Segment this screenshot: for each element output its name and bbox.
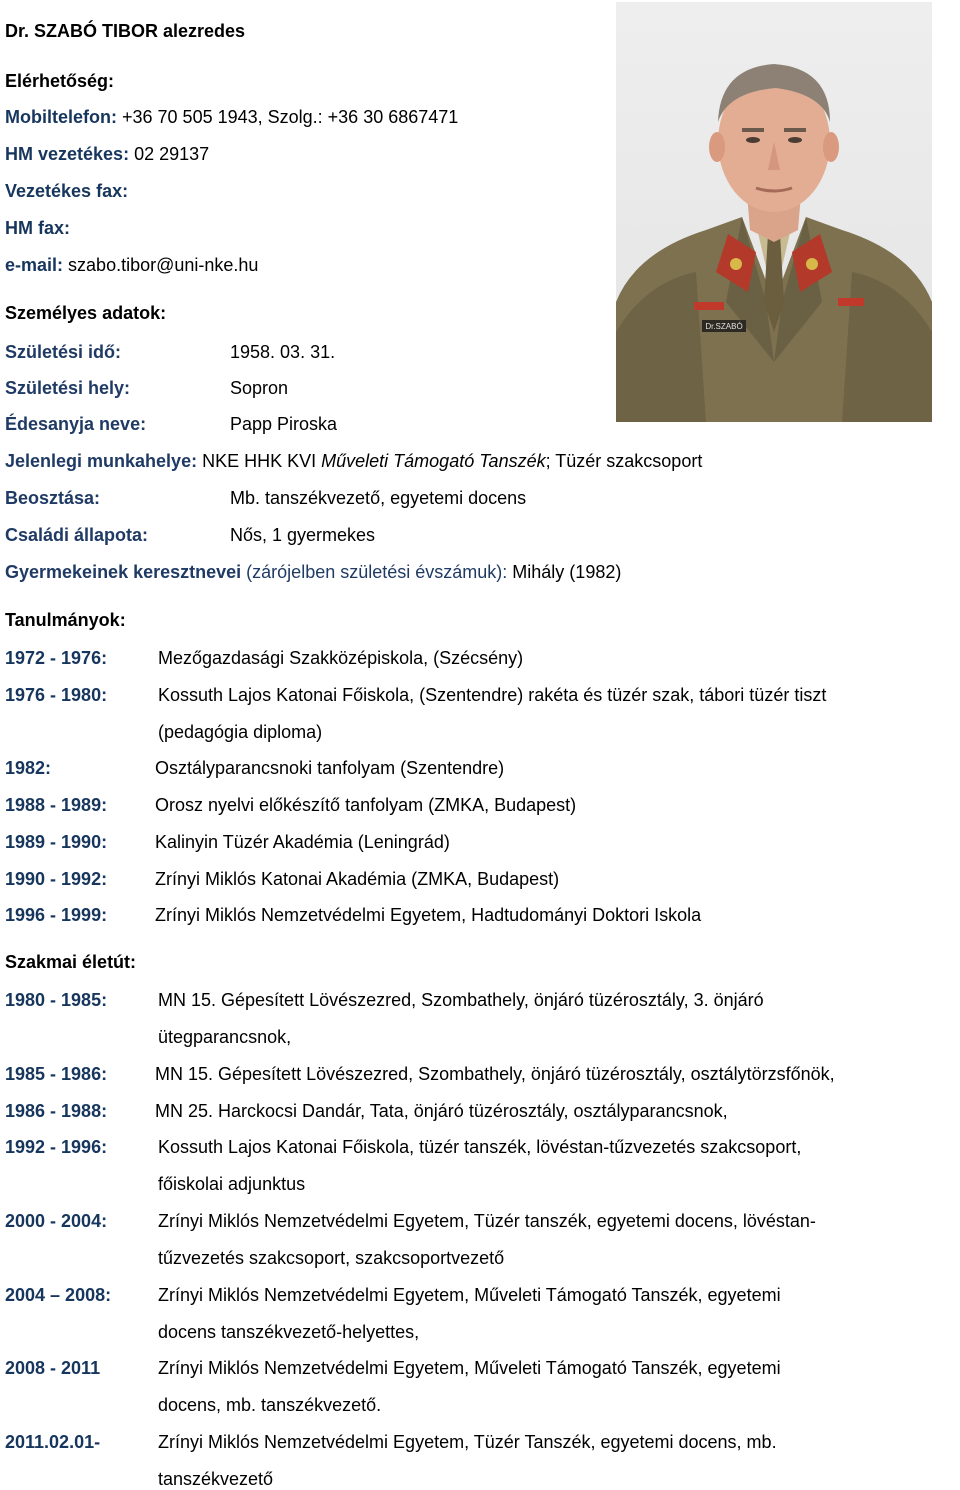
career-text-continued: ütegparancsnok, xyxy=(158,1027,292,1047)
workplace-row xyxy=(5,450,702,472)
mother-name-value: Papp Piroska xyxy=(230,414,338,434)
hm-fax-label: HM fax: xyxy=(5,218,71,238)
study-year: 1990 - 1992: xyxy=(5,869,108,889)
family-status-value: Nős, 1 gyermekes xyxy=(230,525,376,545)
study-year: 1972 - 1976: xyxy=(5,648,108,668)
birth-place-value: Sopron xyxy=(230,378,289,398)
birth-place-label: Születési hely: xyxy=(5,378,131,398)
career-text: Zrínyi Miklós Nemzetvédelmi Egyetem, Műveleti Támogató Tanszék, egyetemi xyxy=(158,1285,781,1305)
career-text-continued: tanszékvezető xyxy=(158,1469,274,1489)
birth-date-value: 1958. 03. 31. xyxy=(230,342,336,362)
family-status-label: Családi állapota: xyxy=(5,525,149,545)
career-heading: Szakmai életút: xyxy=(5,952,137,972)
study-text: Kossuth Lajos Katonai Főiskola, (Szentendre) rakéta és tüzér szak, tábori tüzér tiszt xyxy=(158,685,827,705)
person-name: Dr. SZABÓ TIBOR alezredes xyxy=(5,21,246,41)
email-row xyxy=(5,254,258,276)
fax-label: Vezetékes fax: xyxy=(5,181,129,201)
career-year: 1985 - 1986: xyxy=(5,1064,108,1084)
photo-nameplate: Dr.SZABÓ xyxy=(705,322,743,331)
contact-heading: Elérhetőség: xyxy=(5,71,115,91)
position-value: Mb. tanszékvezető, egyetemi docens xyxy=(230,488,527,508)
career-text: MN 15. Gépesített Lövészezred, Szombathely, önjáró tüzérosztály, 3. önjáró xyxy=(158,990,764,1010)
career-text: Zrínyi Miklós Nemzetvédelmi Egyetem, Műveleti Támogató Tanszék, egyetemi xyxy=(158,1358,781,1378)
hm-phone-row xyxy=(5,143,209,165)
hm-phone-value: 02 29137 xyxy=(134,144,210,164)
career-year: 2011.02.01- xyxy=(5,1432,101,1452)
mobile-value: +36 70 505 1943, Szolg.: +36 30 6867471 xyxy=(122,107,459,127)
email-label: e-mail: xyxy=(5,255,64,275)
workplace-value: NKE HHK KVI xyxy=(202,451,317,471)
study-text: Osztályparancsnoki tanfolyam (Szentendre) xyxy=(155,758,505,778)
hm-phone-label: HM vezetékes: xyxy=(5,144,130,164)
children-label: Gyermekeinek keresztnevei xyxy=(5,562,242,582)
birth-date-label: Születési idő: xyxy=(5,342,122,362)
career-year: 2000 - 2004: xyxy=(5,1211,108,1231)
career-text: MN 15. Gépesített Lövészezred, Szombathely, önjáró tüzérosztály, osztálytörzsfőnök, xyxy=(155,1064,835,1084)
career-text-continued: tűzvezetés szakcsoport, szakcsoportvezető xyxy=(158,1248,505,1268)
career-year: 1992 - 1996: xyxy=(5,1137,108,1157)
study-year: 1976 - 1980: xyxy=(5,685,108,705)
career-year: 1986 - 1988: xyxy=(5,1101,108,1121)
career-year: 1980 - 1985: xyxy=(5,990,108,1010)
studies-heading: Tanulmányok: xyxy=(5,610,126,630)
career-text-continued: docens tanszékvezető-helyettes, xyxy=(158,1322,420,1342)
career-text: MN 25. Harckocsi Dandár, Tata, önjáró tüzérosztály, osztályparancsnok, xyxy=(155,1101,728,1121)
study-year: 1982: xyxy=(5,758,52,778)
workplace-label: Jelenlegi munkahelye: xyxy=(5,451,198,471)
portrait-illustration xyxy=(616,2,932,422)
workplace-department: Műveleti Támogató Tanszék xyxy=(321,451,546,471)
study-year: 1996 - 1999: xyxy=(5,905,108,925)
study-year: 1989 - 1990: xyxy=(5,832,108,852)
study-text: Mezőgazdasági Szakközépiskola, (Szécsény) xyxy=(158,648,524,668)
children-value: Mihály (1982) xyxy=(512,562,622,582)
mobile-label: Mobiltelefon: xyxy=(5,107,117,127)
career-text: Kossuth Lajos Katonai Főiskola, tüzér tanszék, lövéstan-tűzvezetés szakcsoport, xyxy=(158,1137,802,1157)
study-text-continued: (pedagógia diploma) xyxy=(158,722,323,742)
portrait-photo xyxy=(616,2,932,422)
career-year: 2004 – 2008: xyxy=(5,1285,112,1305)
study-text: Zrínyi Miklós Nemzetvédelmi Egyetem, Hadtudományi Doktori Iskola xyxy=(155,905,702,925)
study-text: Kalinyin Tüzér Akadémia (Leningrád) xyxy=(155,832,450,852)
career-text: Zrínyi Miklós Nemzetvédelmi Egyetem, Tüzér Tanszék, egyetemi docens, mb. xyxy=(158,1432,777,1452)
study-text: Orosz nyelvi előkészítő tanfolyam (ZMKA, Budapest) xyxy=(155,795,577,815)
children-label-note: (zárójelben születési évszámuk): xyxy=(246,562,508,582)
mobile-row xyxy=(5,106,458,128)
personal-heading: Személyes adatok: xyxy=(5,303,167,323)
career-text-continued: docens, mb. tanszékvezető. xyxy=(158,1395,382,1415)
mother-name-label: Édesanyja neve: xyxy=(5,414,147,434)
email-value[interactable]: szabo.tibor@uni-nke.hu xyxy=(68,255,259,275)
children-row xyxy=(5,561,621,583)
study-text: Zrínyi Miklós Katonai Akadémia (ZMKA, Budapest) xyxy=(155,869,560,889)
career-text: Zrínyi Miklós Nemzetvédelmi Egyetem, Tüzér tanszék, egyetemi docens, lövéstan- xyxy=(158,1211,816,1231)
workplace-suffix: ; Tüzér szakcsoport xyxy=(545,451,703,471)
career-year: 2008 - 2011 xyxy=(5,1358,101,1378)
position-label: Beosztása: xyxy=(5,488,101,508)
study-year: 1988 - 1989: xyxy=(5,795,108,815)
career-text-continued: főiskolai adjunktus xyxy=(158,1174,306,1194)
